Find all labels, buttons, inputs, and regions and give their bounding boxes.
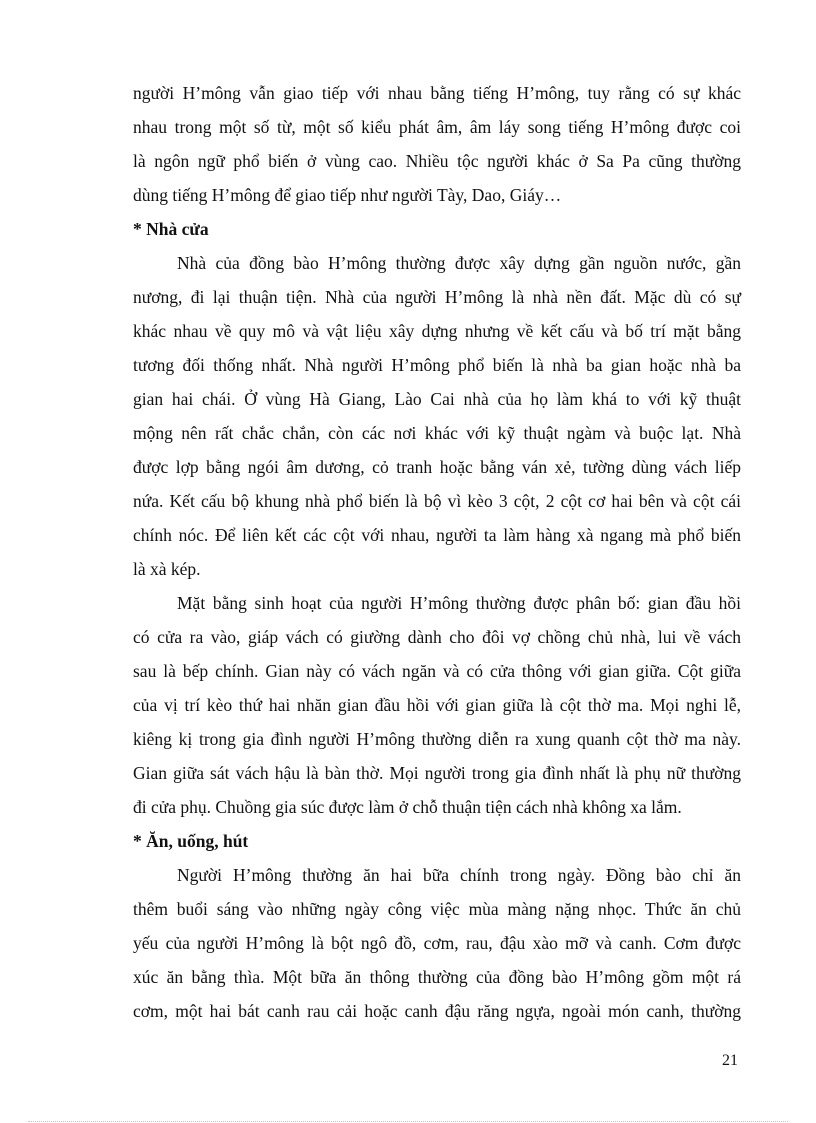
text-line: của vị trí kèo thứ hai nhăn gian đầu hồi với gian giữa là cột thờ ma. Mọi nghi lễ, bbox=[133, 695, 741, 715]
text-line: khác nhau về quy mô và vật liệu xây dựng nhưng về kết cấu và bố trí mặt bằng bbox=[133, 321, 741, 341]
paragraph-housing bbox=[133, 246, 741, 586]
text-line: thêm buổi sáng vào những ngày công việc mùa màng nặng nhọc. Thức ăn chủ bbox=[133, 899, 741, 919]
text-line: chính nóc. Để liên kết các cột với nhau, người ta làm hàng xà ngang mà phổ biến bbox=[133, 525, 741, 545]
paragraph-language bbox=[133, 76, 741, 212]
page-bottom-divider bbox=[28, 1121, 788, 1122]
text-line: yếu của người H’mông là bột ngô đồ, cơm, rau, đậu xào mỡ và canh. Cơm được bbox=[133, 933, 741, 953]
text-line: dùng tiếng H’mông để giao tiếp như người Tày, Dao, Giáy… bbox=[133, 185, 562, 205]
text-line: người H’mông vẫn giao tiếp với nhau bằng tiếng H’mông, tuy rằng có sự khác bbox=[133, 83, 741, 103]
text-line: nhau trong một số từ, một số kiểu phát âm, âm láy song tiếng H’mông được coi bbox=[133, 117, 741, 137]
text-line: xúc ăn bằng thìa. Một bữa ăn thông thường của đồng bào H’mông gồm một rá bbox=[133, 967, 741, 987]
text-line: đi cửa phụ. Chuồng gia súc được làm ở chỗ thuận tiện cách nhà không xa lắm. bbox=[133, 797, 682, 817]
paragraph-food bbox=[133, 858, 741, 1028]
text-line: Mặt bằng sinh hoạt của người H’mông thường được phân bố: gian đầu hồi bbox=[177, 593, 741, 613]
text-line: kiêng kị trong gia đình người H’mông thường diễn ra xung quanh cột thờ ma này. bbox=[133, 729, 741, 749]
paragraph-house-layout bbox=[133, 586, 741, 824]
text-line: Người H’mông thường ăn hai bữa chính trong ngày. Đồng bào chỉ ăn bbox=[177, 865, 741, 885]
text-line: có cửa ra vào, giáp vách có giường dành cho đôi vợ chồng chủ nhà, lui về vách bbox=[133, 627, 741, 647]
section-heading-housing: * Nhà cửa bbox=[133, 219, 209, 239]
text-line: sau là bếp chính. Gian này có vách ngăn và có cửa thông với gian giữa. Cột giữa bbox=[133, 661, 741, 681]
text-line: nương, đi lại thuận tiện. Nhà của người H’mông là nhà nền đất. Mặc dù có sự bbox=[133, 287, 741, 307]
text-line: gian hai chái. Ở vùng Hà Giang, Lào Cai nhà của họ làm khá to với kỹ thuật bbox=[133, 389, 741, 409]
section-heading-food: * Ăn, uống, hút bbox=[133, 831, 249, 851]
page-number: 21 bbox=[722, 1052, 738, 1069]
text-line: nứa. Kết cấu bộ khung nhà phổ biến là bộ vì kèo 3 cột, 2 cột cơ hai bên và cột cái bbox=[133, 491, 741, 511]
text-line: tương đối thống nhất. Nhà người H’mông phổ biến là nhà ba gian hoặc nhà ba bbox=[133, 355, 741, 375]
document-body bbox=[133, 76, 741, 1028]
text-line: Nhà của đồng bào H’mông thường được xây dựng gần nguồn nước, gần bbox=[177, 253, 741, 273]
text-line: được lợp bằng ngói âm dương, cỏ tranh hoặc bằng ván xẻ, tường dùng vách liếp bbox=[133, 457, 741, 477]
text-line: là ngôn ngữ phổ biến ở vùng cao. Nhiều tộc người khác ở Sa Pa cũng thường bbox=[133, 151, 741, 171]
text-line: là xà kép. bbox=[133, 559, 201, 579]
text-line: mộng nên rất chắc chắn, còn các nơi khác với kỹ thuật ngàm và buộc lạt. Nhà bbox=[133, 423, 741, 443]
text-line: cơm, một hai bát canh rau cải hoặc canh đậu răng ngựa, ngoài món canh, thường bbox=[133, 1001, 741, 1021]
text-line: Gian giữa sát vách hậu là bàn thờ. Mọi người trong gia đình nhất là phụ nữ thường bbox=[133, 763, 741, 783]
